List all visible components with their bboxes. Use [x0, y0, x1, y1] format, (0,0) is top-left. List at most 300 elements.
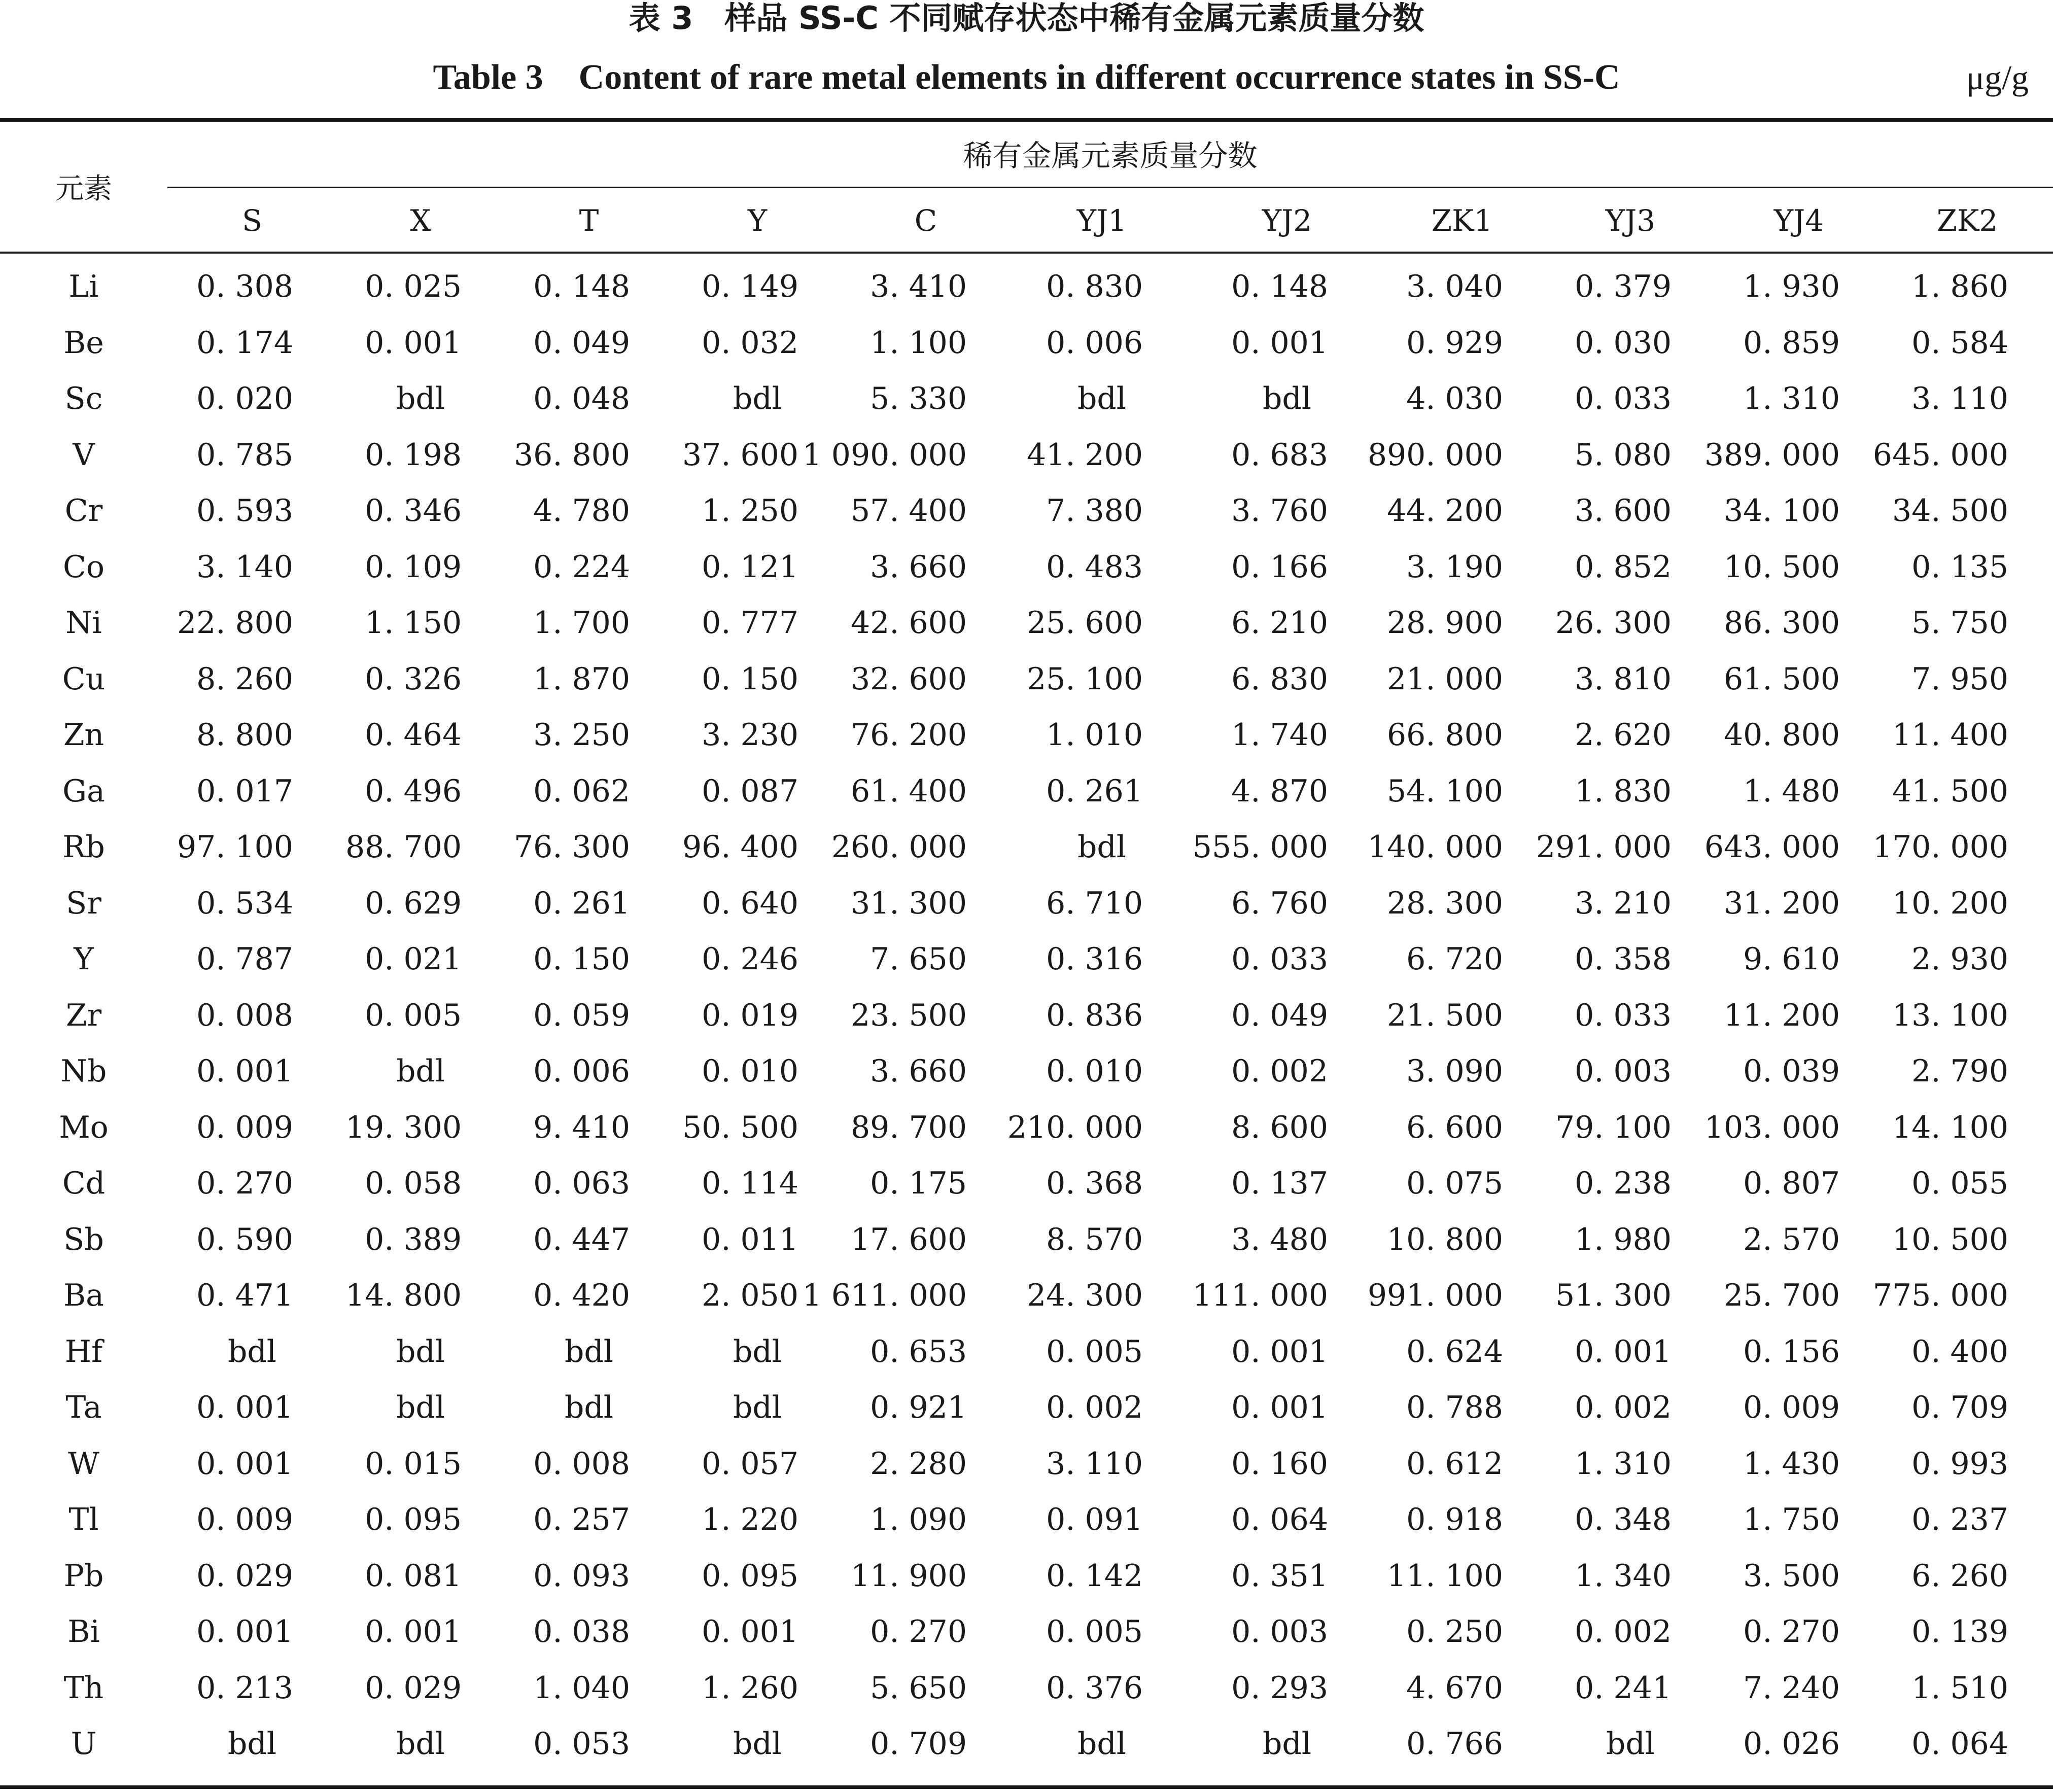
value-cell: 0. 010 — [702, 1053, 798, 1089]
value-cell: 0. 109 — [365, 549, 462, 585]
value-cell: 0. 135 — [1911, 549, 2008, 585]
value-cell: 3. 250 — [533, 717, 630, 753]
value-cell: 10. 500 — [1892, 1221, 2008, 1257]
value-cell: 1. 830 — [1575, 773, 1672, 809]
value-cell: 0. 049 — [1231, 997, 1328, 1033]
element-symbol: W — [68, 1446, 99, 1482]
element-symbol: Zn — [63, 717, 105, 753]
header-bottom-rule — [0, 252, 2053, 254]
value-cell: 10. 500 — [1723, 549, 1840, 585]
value-cell: 0. 038 — [533, 1614, 630, 1649]
value-cell: 4. 870 — [1231, 773, 1328, 809]
value-cell: bdl — [733, 1390, 782, 1425]
value-cell: 0. 918 — [1406, 1502, 1503, 1537]
value-cell: 2. 620 — [1575, 717, 1672, 753]
value-cell: 0. 005 — [1046, 1333, 1143, 1369]
element-symbol: Cd — [62, 1166, 106, 1201]
table-row — [0, 1380, 2053, 1436]
value-cell: 37. 600 — [682, 437, 798, 473]
value-cell: 0. 270 — [1743, 1614, 1840, 1649]
table-row — [0, 1436, 2053, 1492]
value-cell: 0. 011 — [702, 1221, 798, 1257]
table-row — [0, 931, 2053, 988]
table-row — [0, 1660, 2053, 1716]
value-cell: 0. 001 — [1231, 1390, 1328, 1425]
value-cell: 0. 025 — [365, 269, 462, 304]
value-cell: 0. 213 — [196, 1670, 293, 1706]
value-cell: 41. 200 — [1026, 437, 1143, 473]
value-cell: 890. 000 — [1367, 437, 1503, 473]
value-cell: 21. 500 — [1386, 997, 1503, 1033]
value-cell: 0. 150 — [533, 941, 630, 977]
value-cell: 7. 950 — [1911, 661, 2008, 697]
value-cell: 1. 310 — [1743, 381, 1840, 416]
value-cell: 25. 100 — [1026, 661, 1143, 697]
value-cell: 54. 100 — [1386, 773, 1503, 809]
value-cell: 0. 029 — [365, 1670, 462, 1706]
value-cell: 1. 750 — [1743, 1502, 1840, 1537]
value-cell: 0. 787 — [196, 941, 293, 977]
value-cell: 0. 019 — [702, 997, 798, 1033]
value-cell: 7. 380 — [1046, 493, 1143, 529]
value-cell: 0. 921 — [870, 1390, 967, 1425]
value-cell: 0. 029 — [196, 1558, 293, 1594]
value-cell: 0. 238 — [1575, 1166, 1672, 1201]
value-cell: 0. 447 — [533, 1221, 630, 1257]
value-cell: 0. 166 — [1231, 549, 1328, 585]
value-cell: 79. 100 — [1555, 1109, 1672, 1145]
value-cell: 5. 750 — [1911, 605, 2008, 641]
element-symbol: Ta — [65, 1390, 102, 1425]
value-cell: 775. 000 — [1872, 1278, 2008, 1313]
value-cell: 0. 095 — [702, 1558, 798, 1594]
value-cell: 0. 005 — [365, 997, 462, 1033]
value-cell: 0. 250 — [1406, 1614, 1503, 1649]
table-row — [0, 595, 2053, 651]
table-row — [0, 763, 2053, 820]
value-cell: 0. 064 — [1231, 1502, 1328, 1537]
value-cell: 0. 420 — [533, 1278, 630, 1313]
value-cell: 0. 121 — [702, 549, 798, 585]
value-cell: 0. 137 — [1231, 1166, 1328, 1201]
value-cell: 3. 210 — [1575, 885, 1672, 921]
table-row — [0, 1100, 2053, 1156]
value-cell: 0. 001 — [702, 1614, 798, 1649]
value-cell: 0. 270 — [196, 1166, 293, 1201]
value-cell: 0. 496 — [365, 773, 462, 809]
value-cell: 3. 410 — [870, 269, 967, 304]
value-cell: 0. 709 — [870, 1726, 967, 1762]
value-cell: 0. 006 — [533, 1053, 630, 1089]
value-cell: bdl — [733, 1726, 782, 1762]
value-cell: 0. 002 — [1575, 1614, 1672, 1649]
value-cell: 140. 000 — [1367, 829, 1503, 865]
value-cell: 1. 340 — [1575, 1558, 1672, 1594]
value-cell: 0. 483 — [1046, 549, 1143, 585]
value-cell: 3. 480 — [1231, 1221, 1328, 1257]
value-cell: 0. 160 — [1231, 1446, 1328, 1482]
value-cell: bdl — [1077, 381, 1126, 416]
value-cell: 0. 175 — [870, 1166, 967, 1201]
value-cell: 7. 240 — [1743, 1670, 1840, 1706]
value-cell: 0. 081 — [365, 1558, 462, 1594]
value-cell: 0. 198 — [365, 437, 462, 473]
value-cell: 0. 788 — [1406, 1390, 1503, 1425]
value-cell: 555. 000 — [1192, 829, 1328, 865]
value-cell: 25. 600 — [1026, 605, 1143, 641]
content-group-header: 稀有金属元素质量分数 — [963, 138, 1258, 173]
value-cell: 3. 660 — [870, 549, 967, 585]
value-cell: 0. 075 — [1406, 1166, 1503, 1201]
element-symbol: Sc — [64, 381, 103, 416]
value-cell: 7. 650 — [870, 941, 967, 977]
element-symbol: Ba — [63, 1278, 104, 1313]
element-symbol: Bi — [67, 1614, 100, 1649]
element-symbol: Cr — [64, 493, 103, 529]
value-cell: 14. 800 — [345, 1278, 462, 1313]
value-cell: 0. 785 — [196, 437, 293, 473]
value-cell: bdl — [227, 1333, 276, 1369]
table-row — [0, 539, 2053, 595]
column-header: ZK1 — [1431, 203, 1493, 238]
value-cell: 0. 057 — [702, 1446, 798, 1482]
value-cell: 0. 836 — [1046, 997, 1143, 1033]
value-cell: 40. 800 — [1723, 717, 1840, 753]
element-symbol: Sb — [63, 1221, 104, 1257]
value-cell: 0. 830 — [1046, 269, 1143, 304]
value-cell: 0. 261 — [1046, 773, 1143, 809]
unit-label: μg/g — [1966, 58, 2029, 97]
value-cell: 0. 929 — [1406, 325, 1503, 361]
value-cell: bdl — [564, 1333, 613, 1369]
value-cell: 0. 376 — [1046, 1670, 1143, 1706]
value-cell: 0. 612 — [1406, 1446, 1503, 1482]
column-header-row — [0, 193, 2053, 249]
element-symbol: Zr — [65, 997, 102, 1033]
value-cell: 0. 033 — [1575, 381, 1672, 416]
value-cell: 0. 095 — [365, 1502, 462, 1537]
element-symbol: Hf — [64, 1333, 103, 1369]
value-cell: 3. 500 — [1743, 1558, 1840, 1594]
value-cell: 36. 800 — [513, 437, 630, 473]
value-cell: bdl — [396, 1726, 445, 1762]
value-cell: bdl — [1077, 1726, 1126, 1762]
value-cell: 0. 148 — [533, 269, 630, 304]
value-cell: 61. 400 — [850, 773, 967, 809]
value-cell: 0. 009 — [1743, 1390, 1840, 1425]
column-header: YJ4 — [1773, 203, 1824, 238]
value-cell: 0. 590 — [196, 1221, 293, 1257]
value-cell: 0. 009 — [196, 1109, 293, 1145]
value-cell: 0. 026 — [1743, 1726, 1840, 1762]
value-cell: bdl — [1262, 381, 1311, 416]
value-cell: 0. 308 — [196, 269, 293, 304]
value-cell: 0. 055 — [1911, 1166, 2008, 1201]
value-cell: 0. 002 — [1046, 1390, 1143, 1425]
value-cell: 1. 090 — [870, 1502, 967, 1537]
value-cell: 0. 006 — [1046, 325, 1143, 361]
value-cell: 0. 593 — [196, 493, 293, 529]
value-cell: 10. 200 — [1892, 885, 2008, 921]
value-cell: 34. 100 — [1723, 493, 1840, 529]
value-cell: bdl — [1606, 1726, 1655, 1762]
table-bottom-rule — [0, 1785, 2053, 1789]
value-cell: 0. 534 — [196, 885, 293, 921]
column-header: ZK2 — [1936, 203, 1998, 238]
column-header: S — [242, 203, 262, 238]
column-header: YJ1 — [1076, 203, 1127, 238]
value-cell: 17. 600 — [850, 1221, 967, 1257]
element-symbol: Be — [63, 325, 104, 361]
value-cell: 14. 100 — [1892, 1109, 2008, 1145]
value-cell: 0. 156 — [1743, 1333, 1840, 1369]
value-cell: 76. 300 — [513, 829, 630, 865]
value-cell: bdl — [396, 1053, 445, 1089]
table-row — [0, 651, 2053, 708]
value-cell: 4. 780 — [533, 493, 630, 529]
value-cell: bdl — [1077, 829, 1126, 865]
value-cell: 10. 800 — [1386, 1221, 1503, 1257]
value-cell: 991. 000 — [1367, 1278, 1503, 1313]
table-row — [0, 483, 2053, 539]
value-cell: 0. 293 — [1231, 1670, 1328, 1706]
value-cell: 0. 059 — [533, 997, 630, 1033]
value-cell: 11. 200 — [1723, 997, 1840, 1033]
table-row — [0, 1716, 2053, 1772]
value-cell: 11. 100 — [1386, 1558, 1503, 1594]
value-cell: 0. 148 — [1231, 269, 1328, 304]
value-cell: 22. 800 — [177, 605, 293, 641]
value-cell: 1. 010 — [1046, 717, 1143, 753]
group-header-rule — [167, 187, 2053, 188]
value-cell: 0. 389 — [365, 1221, 462, 1257]
value-cell: 0. 087 — [702, 773, 798, 809]
value-cell: 2. 050 — [702, 1278, 798, 1313]
value-cell: 1. 870 — [533, 661, 630, 697]
value-cell: 1. 980 — [1575, 1221, 1672, 1257]
value-cell: 3. 110 — [1911, 381, 2008, 416]
table-row — [0, 259, 2053, 315]
value-cell: 1. 740 — [1231, 717, 1328, 753]
column-header: YJ3 — [1605, 203, 1656, 238]
value-cell: 0. 174 — [196, 325, 293, 361]
element-symbol: Tl — [68, 1502, 99, 1537]
element-symbol: Ni — [65, 605, 102, 641]
value-cell: 32. 600 — [850, 661, 967, 697]
value-cell: bdl — [396, 1390, 445, 1425]
element-symbol: Cu — [62, 661, 106, 697]
value-cell: 0. 114 — [702, 1166, 798, 1201]
value-cell: 42. 600 — [850, 605, 967, 641]
value-cell: 1. 100 — [870, 325, 967, 361]
value-cell: 0. 003 — [1231, 1614, 1328, 1649]
value-cell: 0. 001 — [1575, 1333, 1672, 1369]
table-row — [0, 1604, 2053, 1660]
value-cell: 8. 600 — [1231, 1109, 1328, 1145]
value-cell: 96. 400 — [682, 829, 798, 865]
value-cell: 44. 200 — [1386, 493, 1503, 529]
value-cell: bdl — [564, 1390, 613, 1425]
value-cell: 0. 584 — [1911, 325, 2008, 361]
value-cell: 0. 246 — [702, 941, 798, 977]
table-row — [0, 315, 2053, 371]
value-cell: 0. 766 — [1406, 1726, 1503, 1762]
value-cell: 51. 300 — [1555, 1278, 1672, 1313]
value-cell: 0. 629 — [365, 885, 462, 921]
value-cell: 1. 480 — [1743, 773, 1840, 809]
value-cell: 645. 000 — [1872, 437, 2008, 473]
value-cell: 8. 570 — [1046, 1221, 1143, 1257]
table-row — [0, 427, 2053, 483]
value-cell: 6. 600 — [1406, 1109, 1503, 1145]
value-cell: 0. 062 — [533, 773, 630, 809]
table-row — [0, 819, 2053, 875]
table-row — [0, 988, 2053, 1044]
value-cell: 31. 200 — [1723, 885, 1840, 921]
value-cell: 21. 000 — [1386, 661, 1503, 697]
value-cell: 11. 900 — [850, 1558, 967, 1594]
value-cell: 0. 001 — [196, 1390, 293, 1425]
column-header: YJ2 — [1262, 203, 1312, 238]
value-cell: 34. 500 — [1892, 493, 2008, 529]
column-header: X — [410, 203, 431, 238]
value-cell: 1. 860 — [1911, 269, 2008, 304]
value-cell: 3. 040 — [1406, 269, 1503, 304]
value-cell: 0. 001 — [1231, 325, 1328, 361]
value-cell: 5. 080 — [1575, 437, 1672, 473]
value-cell: 3. 230 — [702, 717, 798, 753]
table-title-english: Table 3 Content of rare metal elements in different occurrence states in SS-C — [433, 58, 1620, 97]
value-cell: 0. 464 — [365, 717, 462, 753]
value-cell: 389. 000 — [1704, 437, 1840, 473]
value-cell: 0. 348 — [1575, 1502, 1672, 1537]
value-cell: 0. 326 — [365, 661, 462, 697]
value-cell: 0. 017 — [196, 773, 293, 809]
table-row — [0, 1268, 2053, 1324]
value-cell: 66. 800 — [1386, 717, 1503, 753]
value-cell: 0. 064 — [1911, 1726, 2008, 1762]
value-cell: 0. 859 — [1743, 325, 1840, 361]
value-cell: 2. 570 — [1743, 1221, 1840, 1257]
value-cell: bdl — [733, 1333, 782, 1369]
element-symbol: U — [71, 1726, 97, 1762]
value-cell: 0. 150 — [702, 661, 798, 697]
element-column-header: 元素 — [55, 172, 112, 205]
value-cell: 0. 683 — [1231, 437, 1328, 473]
column-header: T — [579, 203, 599, 238]
value-cell: 0. 008 — [533, 1446, 630, 1482]
value-cell: 0. 033 — [1231, 941, 1328, 977]
table-row — [0, 1492, 2053, 1548]
value-cell: 0. 020 — [196, 381, 293, 416]
value-cell: 0. 316 — [1046, 941, 1143, 977]
value-cell: bdl — [733, 381, 782, 416]
table-row — [0, 1324, 2053, 1380]
value-cell: 3. 140 — [196, 549, 293, 585]
value-cell: 3. 190 — [1406, 549, 1503, 585]
value-cell: 0. 351 — [1231, 1558, 1328, 1594]
value-cell: 1 611. 000 — [802, 1278, 967, 1313]
value-cell: 0. 001 — [365, 1614, 462, 1649]
value-cell: 0. 039 — [1743, 1053, 1840, 1089]
element-symbol: Y — [74, 941, 94, 977]
value-cell: 0. 008 — [196, 997, 293, 1033]
element-symbol: Sr — [66, 885, 101, 921]
value-cell: 210. 000 — [1007, 1109, 1143, 1145]
value-cell: 0. 257 — [533, 1502, 630, 1537]
value-cell: 0. 063 — [533, 1166, 630, 1201]
value-cell: 24. 300 — [1026, 1278, 1143, 1313]
element-symbol: Co — [62, 549, 105, 585]
element-symbol: Ga — [62, 773, 105, 809]
value-cell: 0. 139 — [1911, 1614, 2008, 1649]
value-cell: 41. 500 — [1892, 773, 2008, 809]
value-cell: 111. 000 — [1192, 1278, 1328, 1313]
value-cell: 0. 001 — [1231, 1333, 1328, 1369]
value-cell: 76. 200 — [850, 717, 967, 753]
value-cell: 88. 700 — [345, 829, 462, 865]
value-cell: 0. 346 — [365, 493, 462, 529]
value-cell: 2. 790 — [1911, 1053, 2008, 1089]
value-cell: 6. 710 — [1046, 885, 1143, 921]
column-header: C — [914, 203, 937, 238]
value-cell: 13. 100 — [1892, 997, 2008, 1033]
value-cell: 170. 000 — [1872, 829, 2008, 865]
value-cell: 0. 142 — [1046, 1558, 1143, 1594]
value-cell: 0. 852 — [1575, 549, 1672, 585]
table-title-chinese: 表 3 样品 SS-C 不同赋存状态中稀有金属元素质量分数 — [629, 0, 1424, 37]
value-cell: 3. 090 — [1406, 1053, 1503, 1089]
element-symbol: Li — [68, 269, 99, 304]
value-cell: 23. 500 — [850, 997, 967, 1033]
value-cell: 6. 830 — [1231, 661, 1328, 697]
value-cell: 28. 900 — [1386, 605, 1503, 641]
element-symbol: Rb — [62, 829, 105, 865]
value-cell: 6. 260 — [1911, 1558, 2008, 1594]
value-cell: 0. 032 — [702, 325, 798, 361]
value-cell: 1. 150 — [365, 605, 462, 641]
table-row — [0, 1548, 2053, 1604]
value-cell: 1. 430 — [1743, 1446, 1840, 1482]
value-cell: 4. 030 — [1406, 381, 1503, 416]
value-cell: 0. 224 — [533, 549, 630, 585]
value-cell: 1. 510 — [1911, 1670, 2008, 1706]
value-cell: 0. 807 — [1743, 1166, 1840, 1201]
value-cell: 26. 300 — [1555, 605, 1672, 641]
table-row — [0, 875, 2053, 932]
value-cell: 50. 500 — [682, 1109, 798, 1145]
value-cell: 0. 001 — [365, 325, 462, 361]
value-cell: 31. 300 — [850, 885, 967, 921]
value-cell: 3. 660 — [870, 1053, 967, 1089]
value-cell: 0. 001 — [196, 1053, 293, 1089]
value-cell: 0. 001 — [196, 1446, 293, 1482]
value-cell: 0. 241 — [1575, 1670, 1672, 1706]
value-cell: 97. 100 — [177, 829, 293, 865]
value-cell: 0. 021 — [365, 941, 462, 977]
value-cell: 5. 650 — [870, 1670, 967, 1706]
value-cell: 1. 700 — [533, 605, 630, 641]
table-top-rule — [0, 118, 2053, 122]
value-cell: 0. 002 — [1575, 1390, 1672, 1425]
value-cell: 0. 003 — [1575, 1053, 1672, 1089]
value-cell: 1 090. 000 — [802, 437, 967, 473]
value-cell: 3. 810 — [1575, 661, 1672, 697]
value-cell: 0. 624 — [1406, 1333, 1503, 1369]
table-row — [0, 1155, 2053, 1212]
element-symbol: Mo — [59, 1109, 109, 1145]
element-symbol: Th — [63, 1670, 104, 1706]
